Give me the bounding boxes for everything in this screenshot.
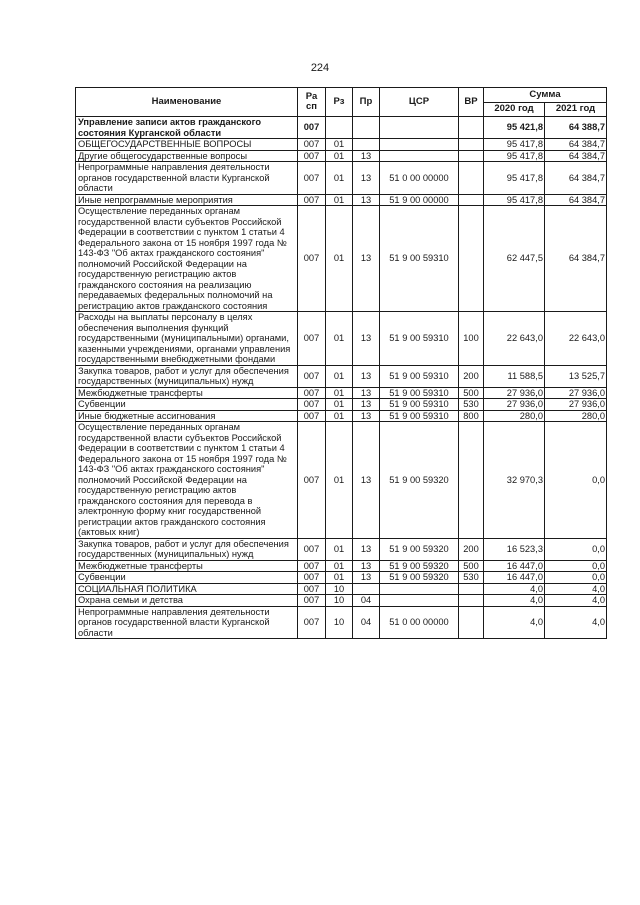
- cell-vr: 500: [459, 560, 484, 572]
- cell-pr: [353, 139, 380, 151]
- cell-pr: 13: [353, 162, 380, 195]
- cell-rasp: 007: [298, 572, 326, 584]
- table-row: [76, 139, 607, 151]
- cell-rasp: 007: [298, 162, 326, 195]
- cell-rasp: 007: [298, 595, 326, 607]
- cell-rasp: 007: [298, 399, 326, 411]
- cell-pr: 04: [353, 606, 380, 639]
- cell-2020: 16 447,0: [484, 572, 545, 584]
- cell-2021: 4,0: [545, 595, 607, 607]
- cell-pr: [353, 117, 380, 139]
- cell-name: Другие общегосударственные вопросы: [76, 150, 298, 162]
- cell-2021: 0,0: [545, 538, 607, 560]
- cell-csr: 51 9 00 59320: [380, 572, 459, 584]
- cell-pr: 13: [353, 560, 380, 572]
- cell-csr: 51 9 00 59320: [380, 422, 459, 539]
- cell-vr: 100: [459, 312, 484, 366]
- cell-csr: 51 9 00 59310: [380, 365, 459, 387]
- header-2021: 2021 год: [545, 103, 607, 117]
- cell-2020: 4,0: [484, 583, 545, 595]
- header-csr: ЦСР: [380, 88, 459, 117]
- cell-rz: 01: [326, 194, 353, 206]
- cell-vr: [459, 206, 484, 312]
- cell-2020: 95 417,8: [484, 139, 545, 151]
- cell-pr: 13: [353, 422, 380, 539]
- cell-2021: 4,0: [545, 606, 607, 639]
- cell-name: Закупка товаров, работ и услуг для обеспечения государственных (муниципальных) нужд: [76, 538, 298, 560]
- cell-2021: 13 525,7: [545, 365, 607, 387]
- cell-name: Непрограммные направления деятельности органов государственной власти Курганской области: [76, 606, 298, 639]
- table-row: [76, 422, 607, 539]
- cell-pr: 13: [353, 194, 380, 206]
- cell-rasp: 007: [298, 410, 326, 422]
- cell-name: Управление записи актов гражданского состояния Курганской области: [76, 117, 298, 139]
- cell-name: СОЦИАЛЬНАЯ ПОЛИТИКА: [76, 583, 298, 595]
- cell-name: Субвенции: [76, 572, 298, 584]
- cell-vr: 500: [459, 387, 484, 399]
- cell-rz: 01: [326, 387, 353, 399]
- cell-name: Иные бюджетные ассигнования: [76, 410, 298, 422]
- cell-2020: 62 447,5: [484, 206, 545, 312]
- cell-name: Охрана семьи и детства: [76, 595, 298, 607]
- cell-vr: 800: [459, 410, 484, 422]
- table-row: [76, 312, 607, 366]
- header-rz: Рз: [326, 88, 353, 117]
- header-2020: 2020 год: [484, 103, 545, 117]
- cell-2020: 280,0: [484, 410, 545, 422]
- cell-name: Расходы на выплаты персоналу в целях обеспечения выполнения функций государственными (муниципальными) органами, казенными учреждениями, органами управления государственными внебюджетными фондами: [76, 312, 298, 366]
- cell-2021: 64 384,7: [545, 150, 607, 162]
- cell-csr: 51 9 00 59320: [380, 538, 459, 560]
- cell-pr: 13: [353, 399, 380, 411]
- cell-2020: 95 417,8: [484, 194, 545, 206]
- cell-2021: 64 384,7: [545, 194, 607, 206]
- cell-csr: 51 0 00 00000: [380, 162, 459, 195]
- cell-2021: 0,0: [545, 560, 607, 572]
- cell-vr: 530: [459, 572, 484, 584]
- cell-rasp: 007: [298, 422, 326, 539]
- cell-vr: [459, 117, 484, 139]
- cell-name: Осуществление переданных органам государственной власти субъектов Российской Федерации в соответствии с пунктом 1 статьи 4 Федерального закона от 15 ноября 1997 года № 143-ФЗ "Об актах гражданского состояния" полномочий Российской Федерации на государственную регистрацию актов гражданского состояния для перевода в электронную форму книг государственной регистрации актов гражданского состояния (актовых книг): [76, 422, 298, 539]
- cell-pr: 13: [353, 387, 380, 399]
- cell-2020: 4,0: [484, 606, 545, 639]
- table-row: [76, 606, 607, 639]
- table-row: [76, 560, 607, 572]
- cell-vr: 200: [459, 538, 484, 560]
- cell-pr: [353, 583, 380, 595]
- cell-vr: [459, 162, 484, 195]
- header-rasp: Ра сп: [298, 88, 326, 117]
- table-row: [76, 117, 607, 139]
- cell-rz: 01: [326, 206, 353, 312]
- header-vr: ВР: [459, 88, 484, 117]
- cell-2021: 4,0: [545, 583, 607, 595]
- table-row: [76, 387, 607, 399]
- cell-name: Закупка товаров, работ и услуг для обеспечения государственных (муниципальных) нужд: [76, 365, 298, 387]
- table-row: [76, 538, 607, 560]
- cell-rasp: 007: [298, 312, 326, 366]
- table-row: [76, 572, 607, 584]
- table-row: [76, 595, 607, 607]
- cell-csr: [380, 150, 459, 162]
- cell-rz: 01: [326, 422, 353, 539]
- cell-name: Иные непрограммные мероприятия: [76, 194, 298, 206]
- cell-rz: 01: [326, 365, 353, 387]
- cell-rasp: 007: [298, 538, 326, 560]
- cell-2020: 22 643,0: [484, 312, 545, 366]
- cell-2021: 27 936,0: [545, 399, 607, 411]
- cell-pr: 13: [353, 312, 380, 366]
- cell-rz: 01: [326, 150, 353, 162]
- table-row: [76, 399, 607, 411]
- cell-vr: 530: [459, 399, 484, 411]
- cell-rz: 01: [326, 162, 353, 195]
- budget-table: [75, 87, 607, 639]
- table-row: [76, 206, 607, 312]
- cell-vr: [459, 422, 484, 539]
- cell-2020: 95 421,8: [484, 117, 545, 139]
- cell-2020: 27 936,0: [484, 399, 545, 411]
- cell-rasp: 007: [298, 150, 326, 162]
- cell-pr: 13: [353, 572, 380, 584]
- cell-csr: [380, 117, 459, 139]
- cell-2020: 95 417,8: [484, 150, 545, 162]
- table-body: [76, 117, 607, 639]
- cell-pr: 13: [353, 410, 380, 422]
- cell-rasp: 007: [298, 117, 326, 139]
- cell-rz: [326, 117, 353, 139]
- cell-csr: 51 9 00 00000: [380, 194, 459, 206]
- cell-pr: 04: [353, 595, 380, 607]
- cell-name: Осуществление переданных органам государственной власти субъектов Российской Федерации в соответствии с пунктом 1 статьи 4 Федерального закона от 15 ноября 1997 года № 143-ФЗ "Об актах гражданского состояния" полномочий Российской Федерации на государственную регистрацию актов гражданского состояния на реализацию передаваемых федеральных полномочий на регистрацию актов гражданского состояния: [76, 206, 298, 312]
- cell-rasp: 007: [298, 194, 326, 206]
- cell-csr: 51 9 00 59310: [380, 399, 459, 411]
- cell-2020: 4,0: [484, 595, 545, 607]
- table-row: [76, 583, 607, 595]
- cell-vr: [459, 606, 484, 639]
- cell-name: Межбюджетные трансферты: [76, 387, 298, 399]
- cell-name: ОБЩЕГОСУДАРСТВЕННЫЕ ВОПРОСЫ: [76, 139, 298, 151]
- cell-2020: 27 936,0: [484, 387, 545, 399]
- cell-2021: 280,0: [545, 410, 607, 422]
- cell-rz: 01: [326, 538, 353, 560]
- cell-rasp: 007: [298, 206, 326, 312]
- cell-csr: 51 0 00 00000: [380, 606, 459, 639]
- cell-2021: 64 384,7: [545, 206, 607, 312]
- cell-rasp: 007: [298, 560, 326, 572]
- cell-rz: 10: [326, 583, 353, 595]
- cell-csr: 51 9 00 59310: [380, 312, 459, 366]
- cell-2020: 16 523,3: [484, 538, 545, 560]
- table-row: [76, 410, 607, 422]
- cell-csr: [380, 583, 459, 595]
- cell-2021: 64 384,7: [545, 162, 607, 195]
- cell-csr: 51 9 00 59310: [380, 206, 459, 312]
- cell-rz: 01: [326, 139, 353, 151]
- header-name: Наименование: [76, 88, 298, 117]
- header-sum: Сумма: [484, 88, 607, 103]
- page-number: 224: [310, 62, 330, 74]
- cell-rz: 10: [326, 595, 353, 607]
- cell-rz: 01: [326, 399, 353, 411]
- cell-csr: 51 9 00 59320: [380, 560, 459, 572]
- cell-name: Субвенции: [76, 399, 298, 411]
- cell-2021: 22 643,0: [545, 312, 607, 366]
- cell-vr: [459, 150, 484, 162]
- cell-2020: 95 417,8: [484, 162, 545, 195]
- cell-csr: [380, 595, 459, 607]
- header-row: [76, 88, 607, 103]
- cell-2021: 0,0: [545, 572, 607, 584]
- cell-rz: 01: [326, 560, 353, 572]
- cell-csr: 51 9 00 59310: [380, 387, 459, 399]
- cell-rz: 10: [326, 606, 353, 639]
- cell-rasp: 007: [298, 606, 326, 639]
- cell-vr: [459, 595, 484, 607]
- cell-pr: 13: [353, 150, 380, 162]
- cell-pr: 13: [353, 206, 380, 312]
- cell-rz: 01: [326, 312, 353, 366]
- cell-2021: 0,0: [545, 422, 607, 539]
- cell-rasp: 007: [298, 139, 326, 151]
- table-row: [76, 150, 607, 162]
- cell-vr: 200: [459, 365, 484, 387]
- cell-rz: 01: [326, 410, 353, 422]
- cell-rasp: 007: [298, 365, 326, 387]
- cell-rasp: 007: [298, 583, 326, 595]
- cell-vr: [459, 139, 484, 151]
- table-row: [76, 194, 607, 206]
- cell-csr: 51 9 00 59310: [380, 410, 459, 422]
- cell-name: Непрограммные направления деятельности органов государственной власти Курганской области: [76, 162, 298, 195]
- cell-name: Межбюджетные трансферты: [76, 560, 298, 572]
- header-pr: Пр: [353, 88, 380, 117]
- cell-2020: 16 447,0: [484, 560, 545, 572]
- cell-vr: [459, 194, 484, 206]
- table-row: [76, 162, 607, 195]
- cell-pr: 13: [353, 538, 380, 560]
- cell-csr: [380, 139, 459, 151]
- cell-2021: 64 388,7: [545, 117, 607, 139]
- cell-rz: 01: [326, 572, 353, 584]
- cell-rasp: 007: [298, 387, 326, 399]
- cell-pr: 13: [353, 365, 380, 387]
- cell-2020: 11 588,5: [484, 365, 545, 387]
- cell-2021: 27 936,0: [545, 387, 607, 399]
- table-row: [76, 365, 607, 387]
- cell-vr: [459, 583, 484, 595]
- cell-2020: 32 970,3: [484, 422, 545, 539]
- cell-2021: 64 384,7: [545, 139, 607, 151]
